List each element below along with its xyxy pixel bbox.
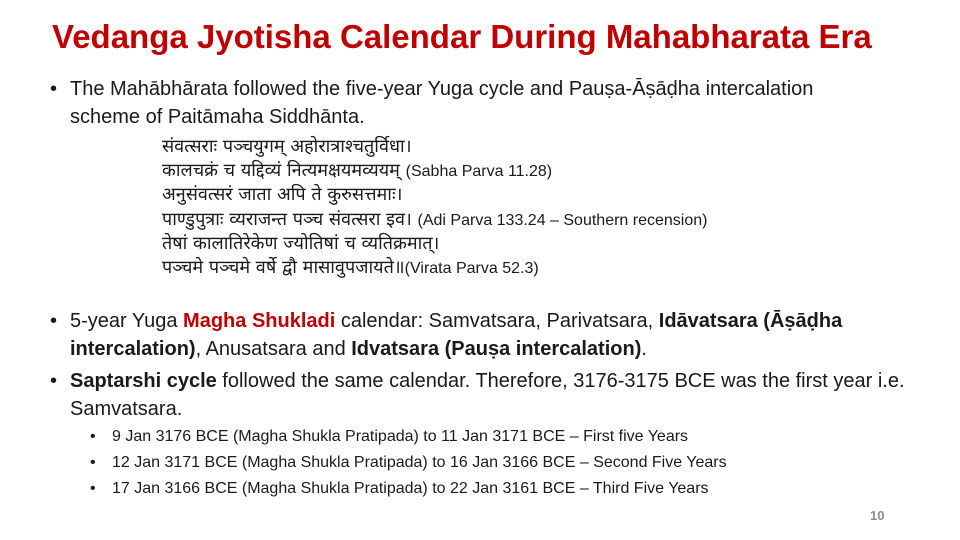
bold-term: Idāvatsara (Āṣāḍha intercalation) (70, 310, 843, 360)
bullet-marker: • (50, 370, 58, 392)
sub-bullet-first-five-years (90, 427, 688, 447)
verse-line: अनुसंवत्सरं जाता अपि ते कुरुसत्तमाः। (162, 184, 403, 206)
sub-bullet-text: 12 Jan 3171 BCE (Magha Shukla Pratipada) to 16 Jan 3166 BCE – Second Five Years (112, 454, 727, 471)
sub-bullet-marker: • (90, 428, 96, 445)
slide-title: Vedanga Jyotisha Calendar During Mahabharata Era (52, 18, 872, 55)
verse-reference: (Adi Parva 133.24 – Southern recension) (417, 211, 708, 229)
bullet-mahabharata-yuga (50, 75, 910, 131)
sub-bullet-text: 17 Jan 3166 BCE (Magha Shukla Pratipada) to 22 Jan 3161 BCE – Third Five Years (112, 480, 709, 497)
sub-bullet-text: 9 Jan 3176 BCE (Magha Shukla Pratipada) to 11 Jan 3171 BCE – First five Years (112, 428, 689, 445)
verse-reference: (Virata Parva 52.3) (404, 260, 539, 278)
sub-bullet-marker: • (90, 480, 96, 497)
bold-term: Idvatsara (Pauṣa intercalation) (351, 338, 642, 360)
bullet-saptarshi-cycle (50, 367, 910, 423)
bullet-line: scheme of Paitāmaha Siddhānta. (70, 106, 365, 128)
verse-line: पाण्डुपुत्राः व्यराजन्त पञ्च संवत्सरा इव। (Adi Parva 133.24 – Southern recension) (162, 208, 708, 230)
verse-line: कालचक्रं च यद्दिव्यं नित्यमक्षयमव्ययम् (Sabha Parva 11.28) (162, 160, 553, 182)
sanskrit-verse-block (162, 135, 707, 280)
bold-term: Saptarshi cycle (70, 370, 217, 392)
verse-line: संवत्सराः पञ्चयुगम् अहोरात्राश्चतुर्विधा। (162, 136, 412, 157)
highlight-term: Magha Shukladi (183, 310, 336, 332)
bullet-marker: • (50, 310, 58, 332)
sub-bullet-second-five-years (90, 453, 727, 473)
bullet-marker: • (50, 78, 58, 100)
verse-reference: (Sabha Parva 11.28) (405, 163, 553, 181)
sub-bullet-marker: • (90, 454, 96, 471)
verse-line: तेषां कालातिरेकेण ज्योतिषां च व्यतिक्रमात्। (162, 232, 440, 254)
verse-line: पञ्चमे पञ्चमे वर्षे द्वौ मासावुपजायते॥(Virata Parva 52.3) (162, 257, 539, 279)
bullet-text: 5-year Yuga Magha Shukladi calendar: Samvatsara, Parivatsara, Idāvatsara (Āṣāḍha intercalation), Anusatsara and Idvatsara (Pauṣa intercalation). (70, 310, 843, 360)
sub-bullet-third-five-years (90, 479, 709, 499)
bullet-text: Saptarshi cycle followed the same calendar. Therefore, 3176-3175 BCE was the first year i.e. Samvatsara. (70, 370, 905, 420)
page-number: 10 (870, 508, 885, 523)
bullet-line: The Mahābhārata followed the five-year Yuga cycle and Pauṣa-Āṣāḍha intercalation (70, 78, 814, 100)
bullet-text (70, 75, 910, 131)
bullet-yuga-calendar (50, 307, 910, 363)
